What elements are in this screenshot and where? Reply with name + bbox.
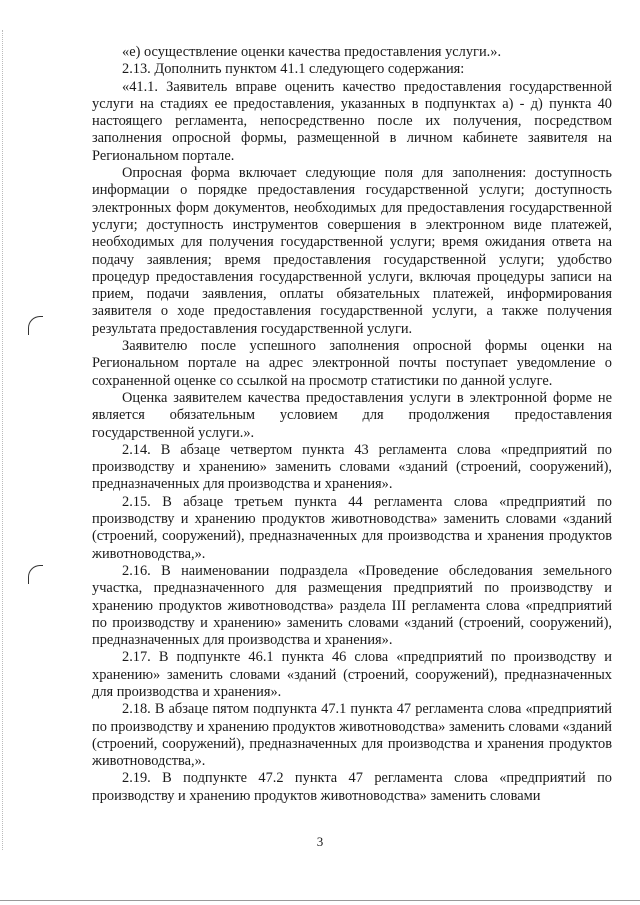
scan-bottom-edge [0, 900, 640, 902]
page-number: 3 [316, 834, 324, 849]
paragraph: Заявителю после успешного заполнения опросной формы оценки на Региональном портале на адрес электронной почты поступает уведомление о сохраненной оценке со ссылкой на просмотр статистики по данной услуге. [92, 338, 612, 389]
paragraph: 2.17. В подпункте 46.1 пункта 46 слова «предприятий по производству и хранению» заменить словами «зданий (строений, сооружений), предназначенных для производства и хранения». [92, 649, 612, 700]
paragraph: 2.16. В наименовании подраздела «Проведение обследования земельного участка, предназначенного для размещения предприятий по производству и хранению продуктов животноводства» раздела III регламента слова «предприятий по производству и хранению» заменить словами «зданий (строений, сооружений), предназначенных для производства и хранения». [92, 562, 612, 649]
paragraph: 2.15. В абзаце третьем пункта 44 регламента слова «предприятий по производству и хранению продуктов животноводства» заменить словами «зданий (строений, сооружений), предназначенных для производства и хранения продуктов животноводства,». [92, 493, 612, 562]
paragraph: 2.18. В абзаце пятом подпункта 47.1 пункта 47 регламента слова «предприятий по производству и хранению продуктов животноводства» заменить словами «зданий (строений, сооружений), предназначенных для производства и хранения продуктов животноводства,». [92, 701, 612, 770]
scan-edge [2, 30, 5, 850]
paragraph: «41.1. Заявитель вправе оценить качество предоставления государственной услуги на стадиях ее предоставления, указанных в подпунктах а) - д) пункта 40 настоящего регламента, непосредственно после их получения, посредством заполнения опросной формы, размещенной в личном кабинете заявителя на Региональном портале. [92, 78, 612, 164]
document-body [92, 44, 612, 805]
paragraph: 2.19. В подпункте 47.2 пункта 47 регламента слова «предприятий по производству и хранению продуктов животноводства» заменить словами [92, 770, 612, 804]
hole-punch-mark [28, 565, 43, 584]
paragraph: 2.14. В абзаце четвертом пункта 43 регламента слова «предприятий по производству и хранению» заменить словами «зданий (строений, сооружений), предназначенных для производства и хранения». [92, 441, 612, 493]
paragraph: Опросная форма включает следующие поля для заполнения: доступность информации о порядке предоставления государственной услуги; доступность электронных форм документов, необходимых для предоставления государственной услуги; доступность инструментов совершения в электронном виде платежей, необходимых для получения государственной услуги; время ожидания ответа на подачу заявления; время предоставления государственной услуги; удобство процедур предоставления государственной услуги, включая процедуры записи на прием, подачи заявления, оплаты обязательных платежей, информирования заявителя о ходе предоставления государственной услуги, а также получения результата предоставления государственной услуги. [92, 165, 612, 337]
paragraph: 2.13. Дополнить пунктом 41.1 следующего содержания: [122, 61, 465, 78]
hole-punch-mark [28, 316, 43, 335]
paragraph: «е) осуществление оценки качества предоставления услуги.». [122, 44, 502, 60]
paragraph: Оценка заявителем качества предоставления услуги в электронной форме не является обязательным условием для продолжения предоставления государственной услуги.». [92, 389, 612, 441]
